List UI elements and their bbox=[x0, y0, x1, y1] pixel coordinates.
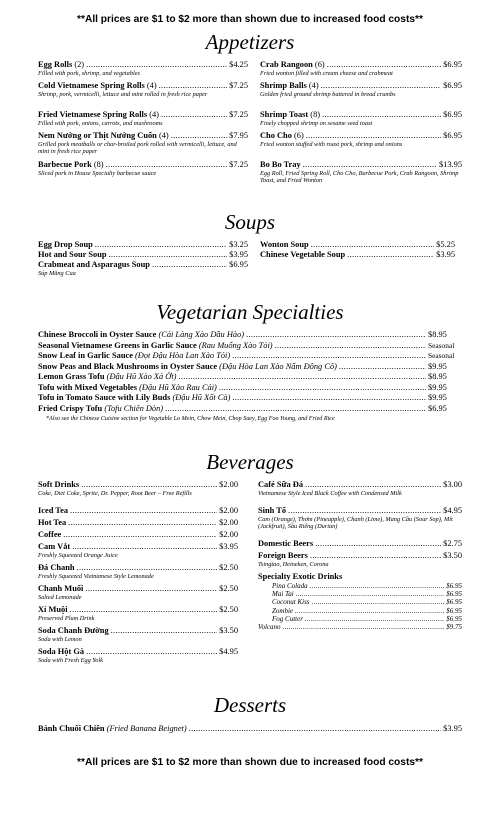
item-price: $2.00 bbox=[219, 530, 238, 539]
item-price: $6.95 bbox=[229, 260, 248, 269]
item-name: Snow Peas and Black Mushrooms in Oyster Sauce bbox=[38, 361, 218, 371]
item-description: Coke, Diet Coke, Sprite, Dr. Pepper, Root Beer – Free Refills bbox=[38, 490, 192, 497]
item-name: Đá Chanh bbox=[38, 563, 75, 572]
item-description: Soda with Fresh Egg Yolk bbox=[38, 657, 103, 664]
item-price: $6.95 bbox=[443, 81, 462, 90]
item-price: $13.95 bbox=[438, 160, 462, 169]
appetizers-left-column bbox=[38, 60, 248, 181]
beverages-right-column bbox=[258, 480, 462, 631]
item-viet-name: (Tofu Chiên Dòn) bbox=[104, 403, 164, 413]
item-price: $2.50 bbox=[219, 605, 238, 614]
menu-item bbox=[38, 362, 462, 373]
menu-item bbox=[258, 598, 462, 606]
item-name: Cho Cho bbox=[260, 131, 292, 140]
menu-item bbox=[260, 60, 462, 81]
item-name: Chinese Broccoli in Oyster Sauce bbox=[38, 330, 157, 339]
item-name: Crabmeat and Asparagus Soup bbox=[38, 260, 150, 269]
exotic-drinks-title: Specialty Exotic Drinks bbox=[258, 572, 343, 581]
item-price: $7.25 bbox=[229, 160, 248, 169]
item-name: Coconut Kiss bbox=[272, 598, 310, 607]
item-name: Sinh Tố bbox=[258, 506, 287, 515]
exotic-drinks-heading bbox=[258, 572, 462, 582]
item-name: Soda Chanh Đường bbox=[38, 626, 109, 635]
item-price: $7.25 bbox=[229, 110, 248, 119]
menu-item bbox=[260, 160, 462, 189]
menu-item bbox=[38, 250, 248, 260]
item-price: $6.95 bbox=[428, 403, 447, 413]
menu-item bbox=[38, 404, 462, 415]
item-name: Café Sữa Đá bbox=[258, 480, 304, 489]
item-count: (4) bbox=[146, 81, 157, 90]
menu-item bbox=[260, 81, 462, 110]
item-name: Foreign Beers bbox=[258, 551, 308, 560]
menu-item bbox=[38, 260, 248, 277]
menu-item bbox=[38, 626, 238, 647]
item-name: Bánh Chuối Chiên bbox=[38, 724, 105, 733]
item-viet-name: (Đậu Hòa Lan Xào Nấm Đông Cô) bbox=[219, 361, 337, 371]
item-price: $3.50 bbox=[443, 551, 462, 560]
price-notice-top: **All prices are $1 to $2 more than shown due to increased food costs** bbox=[77, 14, 423, 25]
item-count: (2) bbox=[74, 60, 85, 69]
item-price: $3.95 bbox=[436, 250, 455, 259]
menu-item bbox=[38, 393, 462, 404]
menu-item bbox=[38, 724, 462, 734]
item-count: (6) bbox=[314, 60, 325, 69]
item-description: Fried wonton stuffed with roast pork, shrimp and onions bbox=[260, 141, 403, 148]
item-price: $9.75 bbox=[446, 623, 462, 632]
item-description: Egg Roll, Fried Spring Roll, Cho Cho, Barbecue Pork, Crab Rangoon, Shrimp Toast, and Fried Wonton bbox=[260, 170, 459, 185]
item-description: Cam (Orange), Thơm (Pineapple), Chanh (Lime), Mang Cầu (Sour Sop), Mít (Jackfruit), Sầu Riêng (Durian) bbox=[258, 516, 453, 531]
item-name: Tofu in Tomato Sauce with Lily Buds bbox=[38, 393, 171, 402]
item-price: $3.50 bbox=[219, 626, 238, 635]
menu-item bbox=[38, 647, 238, 668]
item-name: Cold Vietnamese Spring Rolls bbox=[38, 81, 145, 90]
menu-item bbox=[38, 518, 238, 530]
menu-item bbox=[38, 131, 248, 160]
appetizers-title: Appetizers bbox=[205, 30, 295, 54]
item-name: Zombie bbox=[272, 606, 293, 615]
item-name: Egg Rolls bbox=[38, 60, 73, 69]
item-price: $4.95 bbox=[219, 647, 238, 656]
item-name: Fog Cutter bbox=[272, 614, 303, 623]
item-price: $8.95 bbox=[428, 372, 447, 381]
item-price: $3.95 bbox=[229, 250, 248, 259]
item-price: $3.00 bbox=[443, 480, 462, 489]
desserts-list bbox=[38, 724, 462, 734]
item-name: Snow Leaf in Garlic Sauce bbox=[38, 351, 133, 360]
item-name: Egg Drop Soup bbox=[38, 240, 93, 249]
vegetarian-title: Vegetarian Specialties bbox=[156, 300, 344, 324]
menu-item bbox=[258, 590, 462, 598]
item-price: $6.95 bbox=[446, 590, 462, 599]
item-name: Cam Vắt bbox=[38, 542, 71, 551]
menu-item bbox=[258, 623, 462, 631]
item-name: Shrimp Balls bbox=[260, 81, 307, 90]
menu-item bbox=[38, 330, 462, 341]
exotic-drinks-list bbox=[258, 582, 462, 631]
item-price: Seasonal bbox=[428, 351, 455, 360]
item-count: (8) bbox=[93, 160, 104, 169]
item-price: $9.95 bbox=[428, 393, 447, 402]
item-name: Nem Nướng or Thịt Nướng Cuốn bbox=[38, 131, 157, 140]
item-description: Finely chopped shrimp on sesame seed toast bbox=[260, 120, 373, 127]
item-description: Preserved Plum Drink bbox=[38, 615, 95, 622]
item-name: Coffee bbox=[38, 530, 62, 539]
menu-item bbox=[38, 341, 462, 352]
item-name: Shrimp Toast bbox=[260, 110, 309, 119]
menu-item bbox=[260, 131, 462, 160]
item-name: Soda Hột Gà bbox=[38, 647, 85, 656]
item-description: Freshly Squeezed Orange Juice bbox=[38, 552, 118, 559]
item-price: $6.95 bbox=[446, 606, 462, 615]
item-name: Barbecue Pork bbox=[38, 160, 92, 169]
vegetarian-note: *Also see the Chinese Cuisine section for Vegetable Lo Mein, Chow Mein, Chop Suey, Egg Foo Young, and Fried Rice bbox=[46, 416, 335, 422]
item-price: $4.95 bbox=[443, 506, 462, 515]
item-name: Iced Tea bbox=[38, 506, 69, 515]
menu-item bbox=[258, 551, 462, 572]
beverages-title: Beverages bbox=[206, 450, 294, 474]
item-count: (8) bbox=[310, 110, 321, 119]
item-price: $2.50 bbox=[219, 563, 238, 572]
item-name: Seasonal Vietnamese Greens in Garlic Sauce bbox=[38, 340, 197, 350]
menu-item bbox=[38, 383, 462, 394]
item-name: Crab Rangoon bbox=[260, 60, 313, 69]
item-price: $3.95 bbox=[219, 542, 238, 551]
item-price: $6.95 bbox=[443, 110, 462, 119]
menu-item bbox=[258, 615, 462, 623]
item-price: $6.95 bbox=[446, 614, 462, 623]
item-price: Seasonal bbox=[428, 340, 455, 350]
item-description: Filled with pork, shrimp, and vegetables bbox=[38, 70, 140, 77]
item-price: $3.25 bbox=[229, 240, 248, 249]
item-name: Bo Bo Tray bbox=[260, 160, 301, 169]
item-price: $4.25 bbox=[229, 60, 248, 69]
item-count: (6) bbox=[293, 131, 304, 140]
item-description: Sliced pork in House Specialty barbecue sauce bbox=[38, 170, 157, 177]
soups-right-column bbox=[260, 240, 455, 260]
item-description: Grilled pork meatballs or char-broiled pork rolled with vermicelli, lettuce, and mint in fresh rice paper bbox=[38, 141, 237, 156]
menu-item bbox=[260, 250, 455, 260]
item-name: Lemon Grass Tofu bbox=[38, 372, 105, 381]
menu-item bbox=[38, 240, 248, 250]
item-description: Súp Măng Cua bbox=[38, 270, 76, 277]
item-description: Salted Lemonade bbox=[38, 594, 82, 601]
menu-item bbox=[38, 372, 462, 383]
item-price: $9.95 bbox=[428, 382, 447, 392]
item-viet-name: (Fried Banana Beignet) bbox=[106, 724, 187, 733]
menu-item bbox=[38, 542, 238, 563]
menu-item bbox=[260, 240, 455, 250]
item-description: Tsingtao, Heineken, Corona bbox=[258, 561, 329, 568]
item-name: Chinese Vegetable Soup bbox=[260, 250, 346, 259]
item-description: Vietnamese Style Iced Black Coffee with Condensed Milk bbox=[258, 490, 402, 497]
item-price: $2.00 bbox=[219, 506, 238, 515]
desserts-title: Desserts bbox=[213, 693, 287, 717]
menu-item bbox=[38, 480, 238, 506]
item-description: Golden fried ground shrimp battered in bread crumbs bbox=[260, 91, 396, 98]
item-description: Filled with pork, onions, carrots, and mushrooms bbox=[38, 120, 163, 127]
item-price: $2.50 bbox=[219, 584, 238, 593]
soups-left-column bbox=[38, 240, 248, 277]
item-price: $2.00 bbox=[219, 518, 238, 527]
item-name: Fried Crispy Tofu bbox=[38, 403, 103, 413]
item-viet-name: (Rau Muống Xào Tỏi) bbox=[198, 340, 273, 350]
menu-item bbox=[38, 584, 238, 605]
vegetarian-list bbox=[38, 330, 462, 414]
item-price: $2.75 bbox=[443, 539, 462, 548]
menu-item bbox=[38, 110, 248, 131]
menu-item bbox=[260, 110, 462, 131]
item-price: $2.00 bbox=[219, 480, 238, 489]
item-name: Hot and Sour Soup bbox=[38, 250, 107, 259]
item-price: $7.25 bbox=[229, 81, 248, 90]
item-name: Chanh Muối bbox=[38, 584, 84, 593]
item-name: Volcano bbox=[258, 623, 281, 632]
menu-item bbox=[38, 605, 238, 626]
menu-item bbox=[258, 539, 462, 551]
item-name: Tofu with Mixed Vegetables bbox=[38, 382, 138, 392]
appetizers-right-column bbox=[260, 60, 462, 189]
item-price: $6.95 bbox=[446, 582, 462, 590]
item-description: Shrimp, pork, vermicelli, lettuce and mint rolled in fresh rice paper bbox=[38, 91, 208, 98]
item-viet-name: (Đậu Hũ Xào Rau Cải) bbox=[139, 382, 217, 392]
item-count: (4) bbox=[149, 110, 159, 119]
item-name: Hot Tea bbox=[38, 518, 67, 527]
menu-item bbox=[258, 480, 462, 506]
item-name: Mai Tai bbox=[272, 590, 294, 599]
item-name: Xí Muội bbox=[38, 605, 68, 614]
menu-item bbox=[258, 607, 462, 615]
menu-item bbox=[38, 60, 248, 81]
item-price: $3.95 bbox=[443, 724, 462, 733]
item-price: $7.95 bbox=[229, 131, 248, 140]
menu-item bbox=[38, 506, 238, 518]
item-price: $9.95 bbox=[428, 361, 447, 371]
item-name: Domestic Beers bbox=[258, 539, 314, 548]
item-price: $6.95 bbox=[443, 131, 462, 140]
item-price: $5.25 bbox=[436, 240, 455, 249]
beverages-left-column bbox=[38, 480, 238, 668]
item-viet-name: (Đậu Hũ Xốt Cà) bbox=[172, 393, 231, 402]
menu-item bbox=[38, 563, 238, 584]
menu-item bbox=[38, 530, 238, 542]
item-description: Freshly Squeezed Vietnamese Style Lemonade bbox=[38, 573, 154, 580]
item-viet-name: (Đậu Hũ Xào Xả Ớt) bbox=[106, 372, 177, 381]
item-name: Soft Drinks bbox=[38, 480, 80, 489]
soups-title: Soups bbox=[224, 210, 276, 234]
item-name: Wonton Soup bbox=[260, 240, 309, 249]
item-description: Fried wonton filled with cream cheese and crabmeat bbox=[260, 70, 393, 77]
item-price: $6.95 bbox=[446, 598, 462, 607]
menu-item bbox=[38, 351, 462, 362]
item-viet-name: (Đọt Đậu Hòa Lan Xào Tỏi) bbox=[135, 351, 231, 360]
item-count: (4) bbox=[158, 131, 169, 140]
item-description: Soda with Lemon bbox=[38, 636, 82, 643]
menu-item bbox=[258, 506, 462, 539]
item-price: $6.95 bbox=[443, 60, 462, 69]
menu-item bbox=[38, 81, 248, 110]
item-name: Pina Colada bbox=[272, 582, 308, 590]
item-price: $8.95 bbox=[428, 330, 447, 339]
price-notice-bottom: **All prices are $1 to $2 more than shown due to increased food costs** bbox=[77, 757, 423, 768]
item-viet-name: (Cải Làng Xào Dầu Hào) bbox=[158, 330, 245, 339]
item-count: (4) bbox=[308, 81, 319, 90]
item-name: Fried Vietnamese Spring Rolls bbox=[38, 110, 148, 119]
menu-item bbox=[38, 160, 248, 181]
menu-item bbox=[258, 582, 462, 590]
